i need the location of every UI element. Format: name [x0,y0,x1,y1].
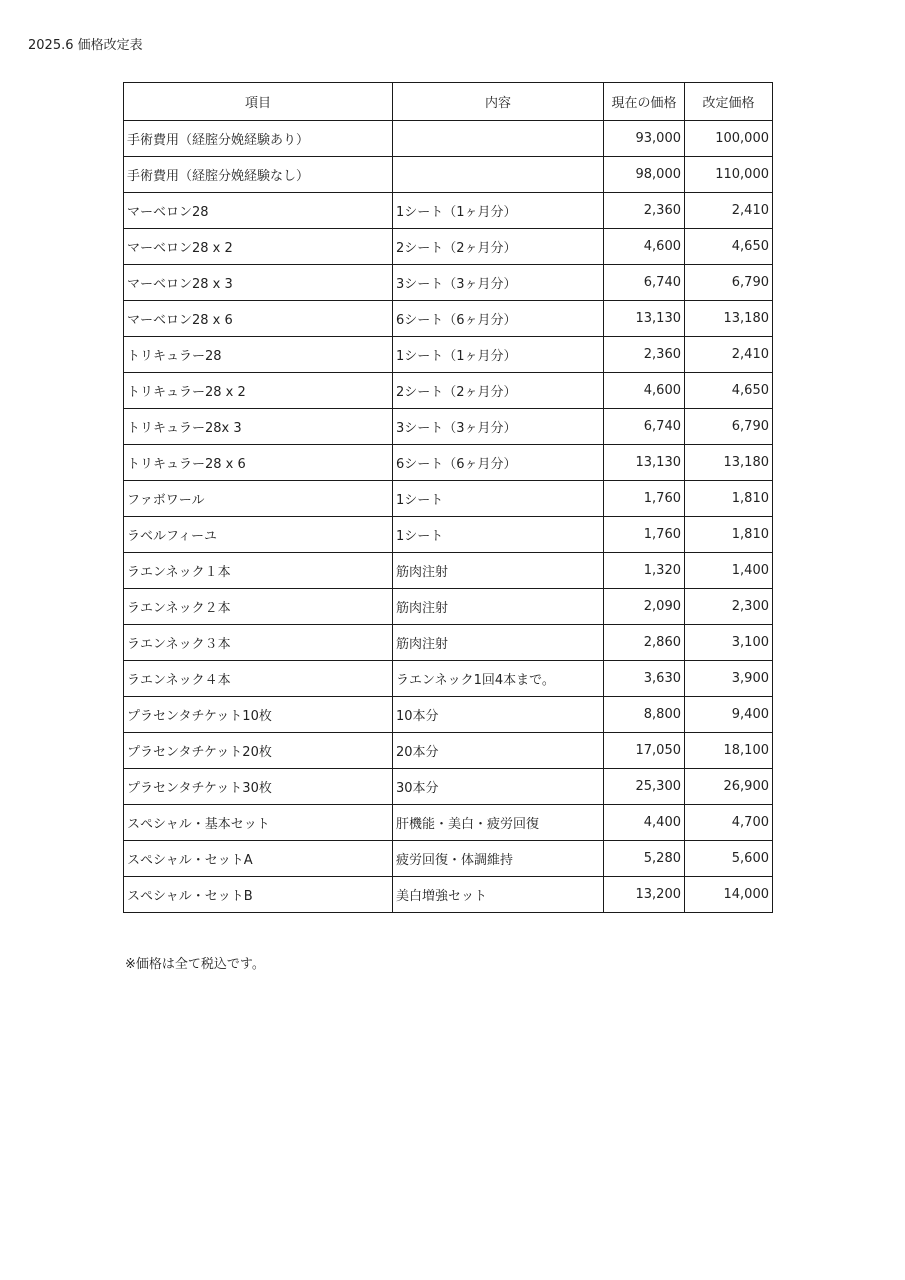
header-revised-price: 改定価格 [685,83,773,121]
table-row [124,733,773,769]
cell-revised-price: 1,400 [685,553,773,589]
cell-item: ラエンネック１本 [124,553,393,589]
table-header-row [124,83,773,121]
table-row [124,337,773,373]
cell-revised-price: 6,790 [685,265,773,301]
cell-current-price: 13,130 [604,445,685,481]
cell-revised-price: 13,180 [685,301,773,337]
cell-revised-price: 2,300 [685,589,773,625]
cell-current-price: 13,130 [604,301,685,337]
cell-revised-price: 4,700 [685,805,773,841]
cell-item: トリキュラー28 x 2 [124,373,393,409]
cell-item: ラエンネック２本 [124,589,393,625]
cell-item: マーベロン28 x 2 [124,229,393,265]
cell-revised-price: 5,600 [685,841,773,877]
table-row [124,373,773,409]
cell-item: スペシャル・基本セット [124,805,393,841]
cell-item: トリキュラー28x 3 [124,409,393,445]
cell-current-price: 25,300 [604,769,685,805]
cell-content: 30本分 [393,769,604,805]
cell-content: 3シート（3ヶ月分） [393,409,604,445]
cell-content [393,157,604,193]
cell-content: 10本分 [393,697,604,733]
cell-content: 美白増強セット [393,877,604,913]
cell-revised-price: 1,810 [685,481,773,517]
cell-item: 手術費用（経腟分娩経験あり） [124,121,393,157]
cell-content: 肝機能・美白・疲労回復 [393,805,604,841]
cell-revised-price: 4,650 [685,373,773,409]
cell-current-price: 2,360 [604,193,685,229]
cell-content: 1シート [393,481,604,517]
cell-current-price: 2,860 [604,625,685,661]
cell-current-price: 1,320 [604,553,685,589]
cell-content: 6シート（6ヶ月分） [393,301,604,337]
cell-current-price: 4,400 [604,805,685,841]
cell-item: スペシャル・セットB [124,877,393,913]
table-row [124,265,773,301]
cell-content: 3シート（3ヶ月分） [393,265,604,301]
cell-content: 6シート（6ヶ月分） [393,445,604,481]
table-row [124,769,773,805]
cell-current-price: 8,800 [604,697,685,733]
cell-current-price: 5,280 [604,841,685,877]
cell-content: 筋肉注射 [393,553,604,589]
cell-content: 筋肉注射 [393,625,604,661]
cell-content: 疲労回復・体調維持 [393,841,604,877]
cell-revised-price: 9,400 [685,697,773,733]
cell-current-price: 17,050 [604,733,685,769]
table-row [124,409,773,445]
cell-item: ラエンネック３本 [124,625,393,661]
table-row [124,661,773,697]
cell-content: 1シート [393,517,604,553]
cell-revised-price: 18,100 [685,733,773,769]
cell-content: ラエンネック1回4本まで。 [393,661,604,697]
table-row [124,301,773,337]
cell-item: ラエンネック４本 [124,661,393,697]
cell-revised-price: 2,410 [685,337,773,373]
cell-content: 筋肉注射 [393,589,604,625]
tax-note: ※価格は全て税込です。 [125,957,265,972]
header-current-price: 現在の価格 [604,83,685,121]
table-row [124,121,773,157]
cell-revised-price: 4,650 [685,229,773,265]
cell-current-price: 4,600 [604,373,685,409]
cell-item: プラセンタチケット10枚 [124,697,393,733]
table-row [124,229,773,265]
cell-item: スペシャル・セットA [124,841,393,877]
cell-current-price: 2,360 [604,337,685,373]
header-content: 内容 [393,83,604,121]
cell-item: マーベロン28 x 6 [124,301,393,337]
table-row [124,877,773,913]
cell-revised-price: 2,410 [685,193,773,229]
table-row [124,625,773,661]
cell-current-price: 3,630 [604,661,685,697]
table-row [124,589,773,625]
cell-content: 1シート（1ヶ月分） [393,193,604,229]
cell-item: トリキュラー28 [124,337,393,373]
cell-item: ラベルフィーユ [124,517,393,553]
cell-revised-price: 26,900 [685,769,773,805]
cell-revised-price: 6,790 [685,409,773,445]
table-row [124,481,773,517]
cell-item: マーベロン28 [124,193,393,229]
document-title: 2025.6 価格改定表 [28,38,143,53]
table-row [124,553,773,589]
cell-content: 20本分 [393,733,604,769]
cell-content: 1シート（1ヶ月分） [393,337,604,373]
cell-revised-price: 1,810 [685,517,773,553]
cell-current-price: 4,600 [604,229,685,265]
cell-revised-price: 14,000 [685,877,773,913]
cell-item: マーベロン28 x 3 [124,265,393,301]
cell-item: トリキュラー28 x 6 [124,445,393,481]
cell-item: 手術費用（経腟分娩経験なし） [124,157,393,193]
table-row [124,697,773,733]
cell-content: 2シート（2ヶ月分） [393,373,604,409]
cell-revised-price: 100,000 [685,121,773,157]
cell-item: ファボワール [124,481,393,517]
cell-item: プラセンタチケット30枚 [124,769,393,805]
cell-current-price: 1,760 [604,517,685,553]
cell-revised-price: 13,180 [685,445,773,481]
cell-current-price: 93,000 [604,121,685,157]
cell-content [393,121,604,157]
cell-current-price: 6,740 [604,265,685,301]
price-revision-table [123,82,773,913]
table-row [124,445,773,481]
cell-current-price: 13,200 [604,877,685,913]
table-row [124,193,773,229]
table-row [124,157,773,193]
cell-current-price: 1,760 [604,481,685,517]
table-body [124,121,773,913]
table-row [124,841,773,877]
cell-revised-price: 3,900 [685,661,773,697]
cell-current-price: 6,740 [604,409,685,445]
cell-revised-price: 110,000 [685,157,773,193]
table-row [124,517,773,553]
table-row [124,805,773,841]
cell-item: プラセンタチケット20枚 [124,733,393,769]
cell-content: 2シート（2ヶ月分） [393,229,604,265]
cell-revised-price: 3,100 [685,625,773,661]
cell-current-price: 98,000 [604,157,685,193]
header-item: 項目 [124,83,393,121]
cell-current-price: 2,090 [604,589,685,625]
